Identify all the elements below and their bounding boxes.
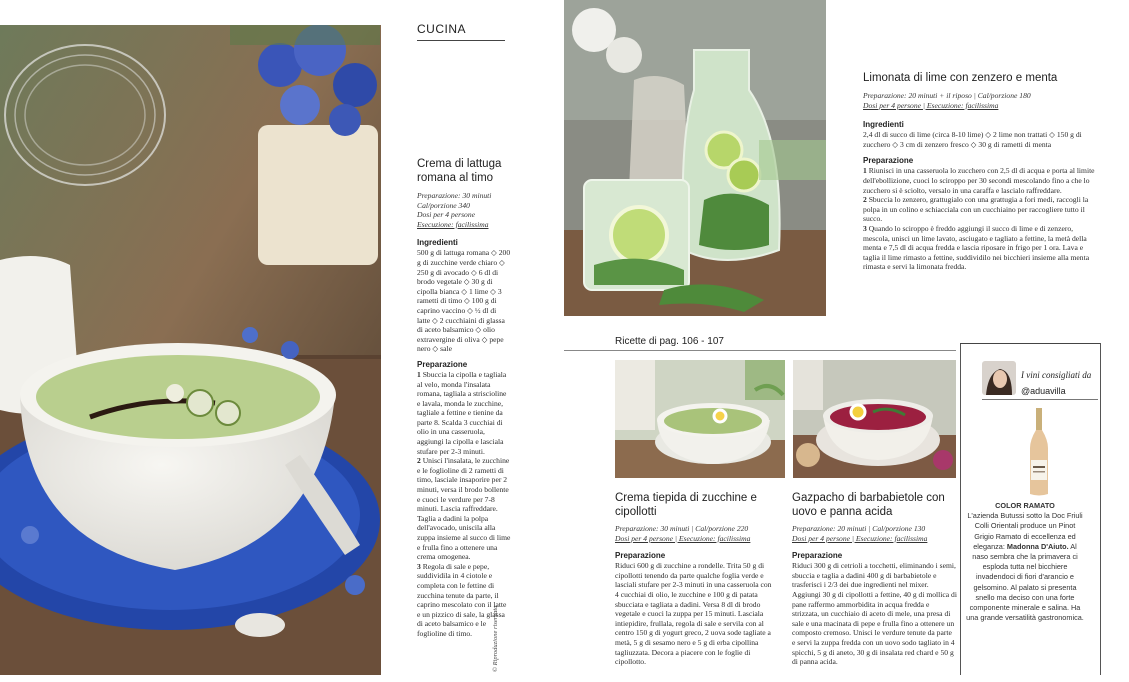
wine-box-handle-rule — [982, 399, 1098, 400]
wine-name: COLOR RAMATO — [995, 501, 1055, 510]
crema-zucchine-photo — [615, 360, 785, 478]
prep-heading: Preparazione — [417, 359, 468, 369]
ingredients-text: 2,4 dl di succo di lime (circa 8-10 lime) ◇ 2 lime non trattati ◇ 150 g di zucchero ◇ 3 cm di zenzero fresco ◇ 30 g di rametti di menta — [863, 130, 1082, 149]
prep-step: 3 Quando lo sciroppo è freddo aggiungi il succo di lime e di zenzero, mescola, unisci un lime lavato, asciugato e tagliato a fettine, la metà della menta e 7,5 dl di acqua fredda e lascia riposare in frigo per 1 ora. Lava e taglia il lime rimasto a fettine, suddividilo nei bicchieri insieme alla menta rimasta e servi la limonata fredda. — [863, 223, 1090, 272]
recipe-meta-line1: Preparazione: 20 minuti + il riposo | Cal/porzione 180 — [863, 91, 1031, 100]
prep-text: Riduci 300 g di cetrioli a tocchetti, eliminando i semi, sbuccia e taglia a dadini 400 g di barbabietole e trasferisci i 2/3 dei due ingredienti nel mixer. Aggiungi 30 g di cipollotti a fettine, 40 g di mollica di pane raffermo ammorbidita in acqua fredda e strizzata, un cucchiaio di aceto di mele, una presa di sale e una macinata di pepe e frulla fino a ottenere un composto cremoso. Unisci le verdure tenute da parte e servi la zuppa fredda con un uovo sodo tagliato in 4 spicchi, 5 g di aneto, 30 g di insalata red chard e 50 g di panna acida. — [792, 561, 957, 667]
recipe-meta-line2: Dosi per 4 persone | Esecuzione: facilissima — [615, 533, 751, 543]
wine-box-body — [965, 501, 1085, 623]
prep-step: 1 Riunisci in una casseruola lo zucchero con 2,5 dl di acqua e porta al limite dell'ebollizione, cuoci lo sciroppo per 30 secondi mescolando fino a che lo zucchero si è sciolto, versalo in una caraffa e lascialo raffreddare. — [863, 166, 1095, 195]
ricette-rule — [564, 350, 956, 351]
recipe-meta-prep: Preparazione: 30 minuti — [417, 191, 492, 200]
prep-step: 1 Sbuccia la cipolla e tagliala al velo, monda l'insalata romana, tagliala a striscioline e lavala, monda le zucchine, tagliale a fettine e tienine da parte 8. Scalda 3 cucchiai di olio in una casseruola, aggiungi la cipolla e lasciala stufare per 2-3 minuti. — [417, 369, 507, 456]
wine-tasting-notes: Al naso sembra che la primavera ci esploda tutta nel bicchiere invadendoci di fiori d'arancio e gelsomino. Al palato si presenta snello ma deciso con una forte componente minerale e salina. Ha una grande versatilità gastronomica. — [966, 541, 1084, 623]
ingredients-heading: Ingredienti — [417, 238, 458, 248]
ingredients-heading: Ingredienti — [863, 120, 904, 130]
wine-box-heading: I vini consigliati da — [1021, 370, 1092, 380]
recipe-meta-cal: Cal/porzione 340 — [417, 200, 470, 210]
prep-text: Riduci 600 g di zucchine a rondelle. Trita 50 g di cipollotti tenendo da parte qualche foglia verde e lasciali stufare per 2-3 minuti in una casseruola con 4 cucchiai di olio, le zucchine e 100 g di patata sbucciata e tagliata a dadini. Versa 8 dl di brodo vegetale e cuoci la zuppa per 15 minuti. Lasciala intiepidire, frullala, regola di sale e servila con al centro 150 g di yogurt greco, 2 uova sode tagliate a metà, 5 g di sesamo nero e 5 g di erba cipollina tagliuzzata. Decora a piacere con le foglie di cipollotto. — [615, 561, 772, 667]
soup-bowl-photo — [0, 25, 381, 675]
recipe-meta-line1: Preparazione: 30 minuti | Cal/porzione 220 — [615, 524, 749, 533]
prep-heading: Preparazione — [615, 551, 666, 561]
sommelier-avatar — [982, 361, 1016, 395]
section-label: CUCINA — [417, 22, 467, 36]
recipe-meta-dosi: Dosi per 4 persone — [417, 210, 476, 220]
wine-box-handle: @aduavilla — [1021, 386, 1066, 396]
copyright-note: © Riproduzione riservata — [492, 605, 499, 672]
recipe-limonata — [863, 71, 1101, 272]
prep-step: 2 Unisci l'insalata, le zucchine e le foglioline di 2 rametti di timo, lasciale insaporire per 2 minuti, versa il brodo bollente e cuoci le verdure per 7-8 minuti. Lascia raffreddare. Taglia a dadini la polpa dell'avocado, uniscila alla zuppa insieme al succo di lime e frulla fino a ottenere una crema omogenea. — [417, 456, 511, 562]
gazpacho-photo — [793, 360, 956, 478]
recipe-meta-line2: Dosi per 4 persone | Esecuzione: facilissima — [863, 100, 999, 110]
recipe-meta-line1: Preparazione: 20 minuti | Cal/porzione 130 — [792, 524, 926, 533]
recipe-crema-lattuga — [417, 157, 511, 639]
wine-description: L'azienda Butussi sotto la Doc Friuli Colli Orientali produce un Pinot Grigio Ramato di eccellenza ed eleganza: — [967, 511, 1083, 551]
wine-box-top-rule — [960, 343, 1100, 344]
recipe-gazpacho — [792, 491, 957, 667]
recipe-title: Crema tiepida di zucchine e cipollotti — [615, 492, 757, 518]
recipe-meta-esecuzione: Esecuzione: facilissima — [417, 219, 489, 229]
recipe-title: Limonata di lime con zenzero e menta — [863, 72, 1058, 84]
recipe-crema-zucchine — [615, 491, 777, 667]
prep-heading: Preparazione — [863, 156, 914, 166]
prep-step: 2 Sbuccia lo zenzero, grattugialo con una grattugia a fori medi, raccogli la polpa in un colino e schiacciala con un cucchiaino per raccogliere tutto il succo. — [863, 195, 1089, 224]
limonata-photo — [564, 0, 826, 316]
section-rule — [417, 40, 505, 41]
wine-bottle-image — [1028, 408, 1050, 496]
ricette-reference: Ricette di pag. 106 - 107 — [615, 336, 724, 347]
prep-step: 3 Regola di sale e pepe, suddividila in 4 ciotole e completa con le fettine di zucchina tenute da parte, il caprino mescolato con il latte e un pizzico di sale, la glassa di aceto balsamico e le foglioline di timo. — [417, 561, 507, 638]
recipe-meta-line2: Dosi per 4 persone | Esecuzione: facilissima — [792, 533, 928, 543]
wine-highlight: Madonna D'Aiuto. — [1006, 541, 1069, 551]
recipe-title: Gazpacho di barbabietole con uovo e panna acida — [792, 492, 945, 518]
recipe-title: Crema di lattuga romana al timo — [417, 158, 502, 184]
ingredients-text: 500 g di lattuga romana ◇ 200 g di zucchine verde chiaro ◇ 250 g di avocado ◇ 6 dl di brodo vegetale ◇ 30 g di cipolla bianca ◇ 1 lime ◇ 3 rametti di timo ◇ 100 g di caprino vaccino ◇ ½ dl di latte ◇ 2 cucchiaini di glassa di aceto balsamico ◇ olio extravergine di oliva ◇ pepe nero ◇ sale — [417, 248, 511, 354]
prep-heading: Preparazione — [792, 551, 843, 561]
